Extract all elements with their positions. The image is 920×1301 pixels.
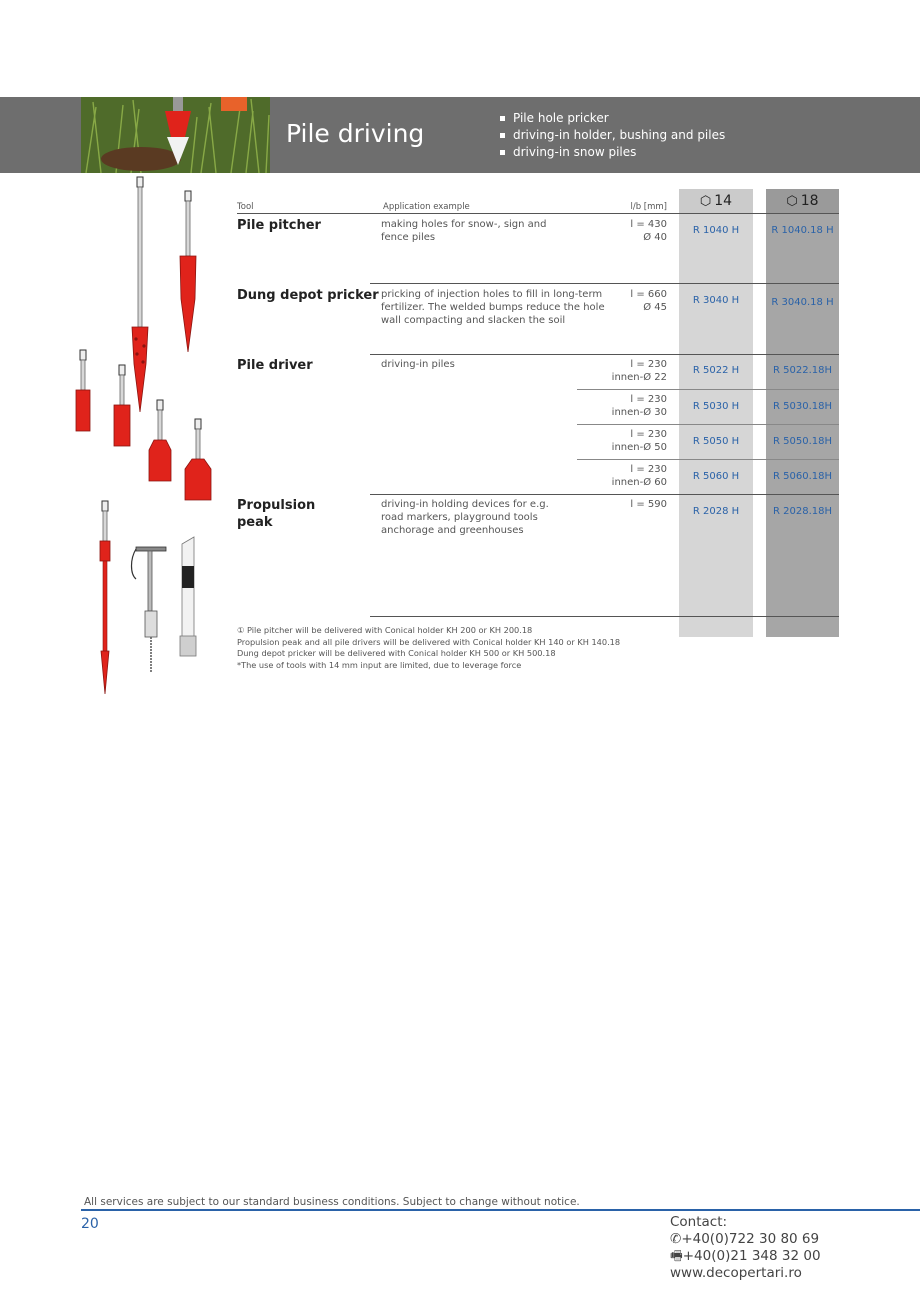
hex14-header bbox=[679, 189, 753, 213]
tool-name: Pile driver bbox=[237, 358, 313, 373]
contact-block bbox=[670, 1214, 821, 1282]
dims-text: l = 230 innen-Ø 30 bbox=[611, 394, 667, 418]
dims-text: l = 660 Ø 45 bbox=[630, 289, 667, 313]
holding-device-illustration bbox=[132, 547, 167, 672]
rule-row bbox=[370, 283, 839, 284]
hex18-header bbox=[766, 189, 839, 213]
footnote-line: Propulsion peak and all pile drivers will be delivered with Conical holder KH 140 or KH 140.18 bbox=[237, 636, 621, 647]
code-14: R 3040 H bbox=[692, 295, 740, 306]
code-18: R 5022.18H bbox=[773, 365, 832, 376]
rule-subrow bbox=[577, 389, 839, 390]
hex18-label: 18 bbox=[800, 193, 819, 209]
dims-text: l = 590 bbox=[630, 499, 667, 510]
header-bullet: Pile hole pricker bbox=[500, 110, 725, 127]
fax-icon: 🖷 bbox=[670, 1248, 683, 1264]
code-18: R 1040.18 H bbox=[771, 225, 834, 236]
disclaimer: All services are subject to our standard business conditions. Subject to change without notice. bbox=[84, 1196, 580, 1208]
code-18: R 5030.18H bbox=[773, 401, 832, 412]
footnote-line: *The use of tools with 14 mm input are limited, due to leverage force bbox=[237, 659, 522, 670]
snow-pile-illustration bbox=[180, 537, 196, 656]
header-bullets bbox=[500, 110, 725, 161]
application-text: driving-in piles bbox=[381, 359, 455, 370]
header-photo bbox=[81, 97, 270, 173]
hexagon-icon: ⬡ bbox=[699, 194, 712, 209]
rule-row bbox=[370, 354, 839, 355]
page-number: 20 bbox=[81, 1216, 99, 1232]
contact-website[interactable]: www.decopertari.ro bbox=[670, 1265, 802, 1281]
code-14: R 5022 H bbox=[692, 365, 740, 376]
tool-name: Dung depot pricker bbox=[237, 288, 379, 303]
code-14: R 2028 H bbox=[692, 506, 740, 517]
footer-rule bbox=[81, 1209, 920, 1211]
code-18: R 5050.18H bbox=[773, 436, 832, 447]
dims-text: l = 430 Ø 40 bbox=[630, 219, 667, 243]
rule-header bbox=[237, 213, 839, 214]
dims-text: l = 230 innen-Ø 22 bbox=[611, 359, 667, 383]
propulsion-peak-illustration bbox=[100, 501, 110, 694]
hex18-column bbox=[766, 189, 839, 637]
header-bullet: driving-in holder, bushing and piles bbox=[500, 127, 725, 144]
tool-illustrations bbox=[70, 174, 220, 699]
code-14: R 5050 H bbox=[692, 436, 740, 447]
phone-icon: ✆ bbox=[670, 1231, 682, 1247]
application-text: pricking of injection holes to fill in long-term fertilizer. The welded bumps reduce the hole wall compacting and slacken the soil bbox=[381, 289, 605, 326]
contact-label: Contact: bbox=[670, 1214, 728, 1230]
col-header-dims: l/b [mm] bbox=[630, 202, 667, 212]
code-14: R 5060 H bbox=[692, 471, 740, 482]
code-14: R 5030 H bbox=[692, 401, 740, 412]
application-text: making holes for snow-, sign and fence piles bbox=[381, 219, 547, 243]
tool-name: Pile pitcher bbox=[237, 218, 321, 233]
code-18: R 5060.18H bbox=[773, 471, 832, 482]
code-14: R 1040 H bbox=[692, 225, 740, 236]
hexagon-icon: ⬡ bbox=[786, 194, 798, 209]
contact-fax: 🖷+40(0)21 348 32 00 bbox=[670, 1248, 821, 1264]
pile-pitcher-illustration bbox=[132, 177, 148, 412]
contact-phone[interactable]: ✆+40(0)722 30 80 69 bbox=[670, 1231, 820, 1247]
hex14-column bbox=[679, 189, 753, 637]
footnote-line: ① Pile pitcher will be delivered with Conical holder KH 200 or KH 200.18 bbox=[237, 625, 533, 635]
rule-row bbox=[370, 494, 839, 495]
footnote-line: Dung depot pricker will be delivered with Conical holder KH 500 or KH 500.18 bbox=[237, 648, 556, 658]
application-text: driving-in holding devices for e.g. road markers, playground tools anchorage and greenhouses bbox=[381, 499, 549, 536]
page-title: Pile driving bbox=[286, 119, 425, 148]
header-bullet: driving-in snow piles bbox=[500, 144, 725, 161]
tool-name: Propulsion peak bbox=[237, 498, 316, 530]
hex14-label: 14 bbox=[714, 193, 733, 209]
rule-table-end bbox=[370, 616, 839, 617]
dung-depot-pricker-illustration bbox=[180, 191, 196, 352]
col-header-application: Application example bbox=[383, 202, 470, 212]
code-18: R 2028.18H bbox=[773, 506, 832, 517]
code-18: R 3040.18 H bbox=[771, 297, 834, 308]
rule-subrow bbox=[577, 424, 839, 425]
dims-text: l = 230 innen-Ø 60 bbox=[611, 464, 667, 488]
dims-text: l = 230 innen-Ø 50 bbox=[611, 429, 667, 453]
footnotes bbox=[237, 625, 620, 671]
col-header-tool: Tool bbox=[237, 202, 254, 212]
rule-subrow bbox=[577, 459, 839, 460]
